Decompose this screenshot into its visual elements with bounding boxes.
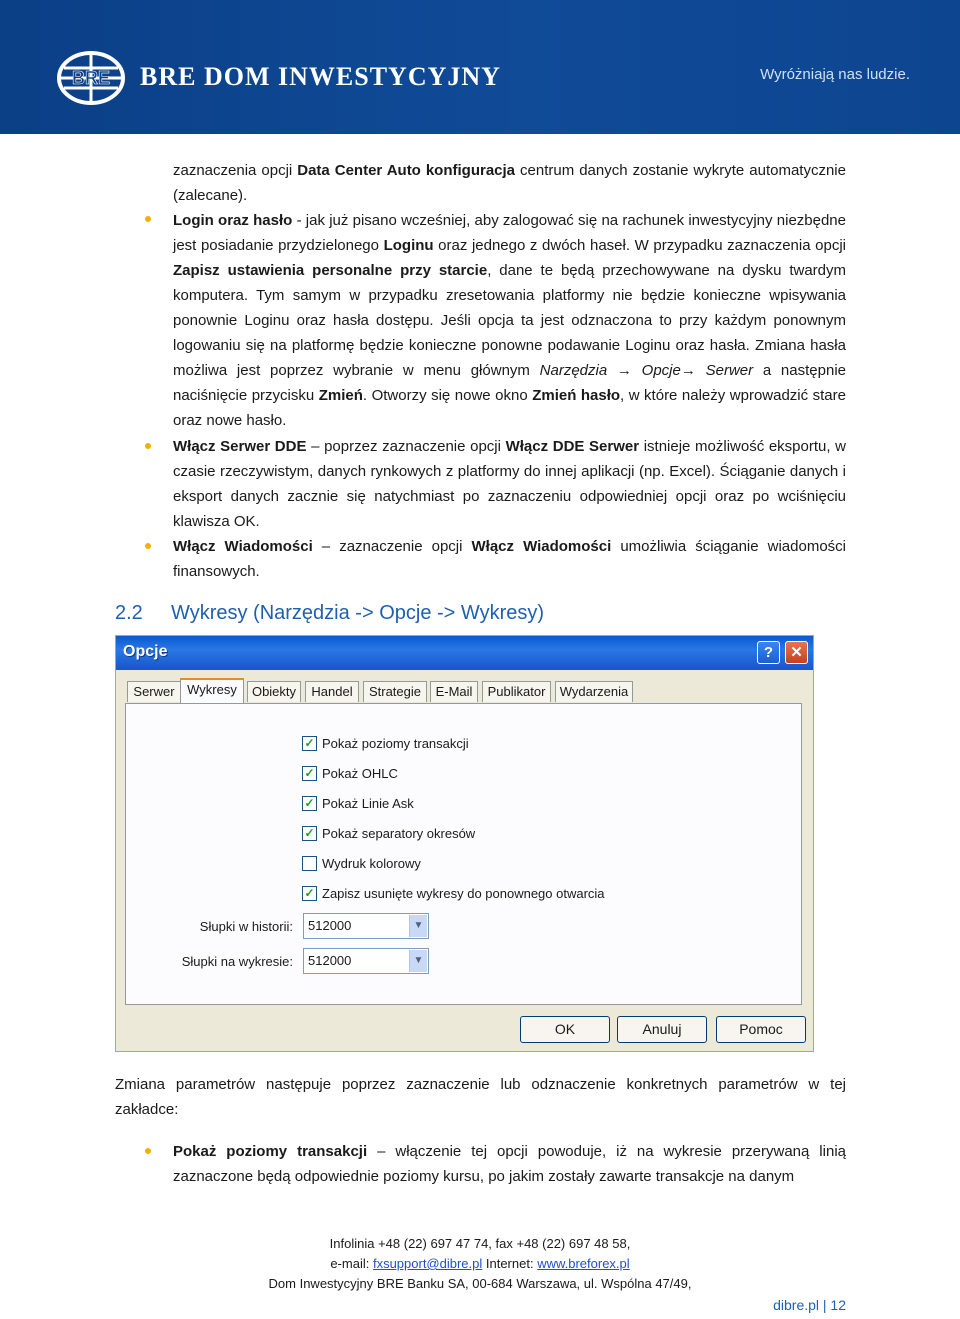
bullet-dde: Włącz Serwer DDE – poprzez zaznaczenie opcji Włącz DDE Serwer istnieje możliwość eksportu, w czasie rzeczywistym, danych rynkowych z platformy do innej aplikacji (np. Excel). Ściąganie danych i eksport danych zacznie się natychmiast po zaznaczeniu odpowiedniej opcji oraz po wciśnięciu klawisza OK. xyxy=(173,438,847,530)
footer-address: Dom Inwestycyjny BRE Banku SA, 00-684 Warszawa, ul. Wspólna 47/49, xyxy=(268,1276,692,1291)
history-bars-label: Słupki w historii: xyxy=(199,919,293,934)
tab-strategie[interactable]: Strategie xyxy=(363,681,427,702)
intro-paragraph: zaznaczenia opcji Data Center Auto konfiguracja centrum danych zostanie wykryte automatycznie (zalecane). xyxy=(173,162,846,204)
chart-bars-select[interactable]: 512000 ▼ xyxy=(303,948,429,974)
close-icon[interactable]: ✕ xyxy=(785,641,808,664)
tab-serwer[interactable]: Serwer xyxy=(127,681,181,702)
options-dialog xyxy=(115,635,814,1052)
bullet-dot xyxy=(145,216,151,222)
tab-publikator[interactable]: Publikator xyxy=(482,681,551,702)
page-number: dibre.pl | 12 xyxy=(773,1297,846,1313)
header-banner xyxy=(0,0,960,134)
checkbox-checked-icon[interactable]: ✓ xyxy=(302,826,317,841)
dialog-titlebar xyxy=(116,636,813,670)
chevron-down-icon[interactable]: ▼ xyxy=(409,915,427,937)
email-link[interactable]: fxsupport@dibre.pl xyxy=(372,1256,483,1271)
help-icon[interactable]: ? xyxy=(757,641,780,664)
bullet-dot xyxy=(145,543,151,549)
tab-wykresy[interactable]: Wykresy xyxy=(180,678,244,703)
tab-handel[interactable]: Handel xyxy=(305,681,359,702)
website-link[interactable]: www.breforex.pl xyxy=(537,1256,630,1271)
tab-obiekty[interactable]: Obiekty xyxy=(247,681,301,702)
bullet-dot xyxy=(145,443,151,449)
checkbox-checked-icon[interactable]: ✓ xyxy=(302,886,317,901)
bullet-levels: Pokaż poziomy transakcji – włączenie tej opcji powoduje, iż na wykresie przerywaną linią zaznaczone będą odpowiednie poziomy kursu, po jakim zostały zawarte transakcje na danym xyxy=(173,1143,846,1185)
brand-name: BRE DOM INWESTYCYJNY xyxy=(140,62,501,91)
ok-button[interactable]: OK xyxy=(520,1016,610,1043)
bullet-login: Login oraz hasło - jak już pisano wcześniej, aby zalogować się na rachunek inwestycyjny niezbędne jest posiadanie przydzielonego Loginu oraz jednego z dwóch haseł. W przypadku zaznaczenia opcji Zapisz ustawienia personalne przy starcie, dane te będą przechowywane na dysku twardym komputera. Tym samym w przypadku zresetowania platformy nie będzie konieczne wpisywania ponownie Loginu oraz hasła dostępu. Jeśli opcja ta jest odznaczona to przy każdym ponownym logowaniu się na platformę będzie konieczne ponowne podawanie Loginu oraz hasła. Zmiana hasła możliwa jest poprzez wybranie w menu głównym Narzędzia → Opcje→ Serwer a następnie naciśnięcie przycisku Zmień. Otworzy się nowe okno Zmień hasło, w które należy wprowadzić stare oraz nowe hasło. xyxy=(173,212,846,429)
bullet-news: Włącz Wiadomości – zaznaczenie opcji Włącz Wiadomości umożliwia ściąganie wiadomości finansowych. xyxy=(173,538,846,580)
tab-wydarzenia[interactable]: Wydarzenia xyxy=(555,681,633,702)
checkbox-unchecked-icon[interactable] xyxy=(302,856,317,871)
slogan: Wyróżniają nas ludzie. xyxy=(760,66,910,83)
cancel-button[interactable]: Anuluj xyxy=(617,1016,707,1043)
checkbox-checked-icon[interactable]: ✓ xyxy=(302,766,317,781)
svg-text:BRE: BRE xyxy=(71,68,111,88)
checkbox-checked-icon[interactable]: ✓ xyxy=(302,736,317,751)
footer-contact-line: Infolinia +48 (22) 697 47 74, fax +48 (22) 697 48 58, xyxy=(329,1236,631,1251)
after-paragraph: Zmiana parametrów następuje poprzez zaznaczenie lub odznaczenie konkretnych parametrów w tej zakładce: xyxy=(115,1076,846,1118)
history-bars-select[interactable]: 512000 ▼ xyxy=(303,913,429,939)
help-button[interactable]: Pomoc xyxy=(716,1016,806,1043)
checkbox-checked-icon[interactable]: ✓ xyxy=(302,796,317,811)
bullet-dot xyxy=(145,1148,151,1154)
chevron-down-icon[interactable]: ▼ xyxy=(409,950,427,972)
footer-links: e-mail: fxsupport@dibre.pl Internet: www.breforex.pl xyxy=(330,1256,630,1271)
chart-bars-label: Słupki na wykresie: xyxy=(181,954,293,969)
bre-logo-icon xyxy=(56,50,126,106)
tab-email[interactable]: E-Mail xyxy=(430,681,478,702)
section-heading: 2.2 Wykresy (Narzędzia -> Opcje -> Wykresy) xyxy=(115,602,545,624)
dialog-title: Opcje xyxy=(123,643,168,660)
tab-panel-wykresy: ✓ Pokaż poziomy transakcji ✓ Pokaż OHLC ✓ Pokaż Linie Ask ✓ Pokaż separatory okresów Wydruk kolorowy ✓ Zapisz usunięte wykresy do ponownego otwarcia Słupki w historii: 512000 ▼ Słupki na wykresie: 512000 ▼ xyxy=(125,703,802,1005)
